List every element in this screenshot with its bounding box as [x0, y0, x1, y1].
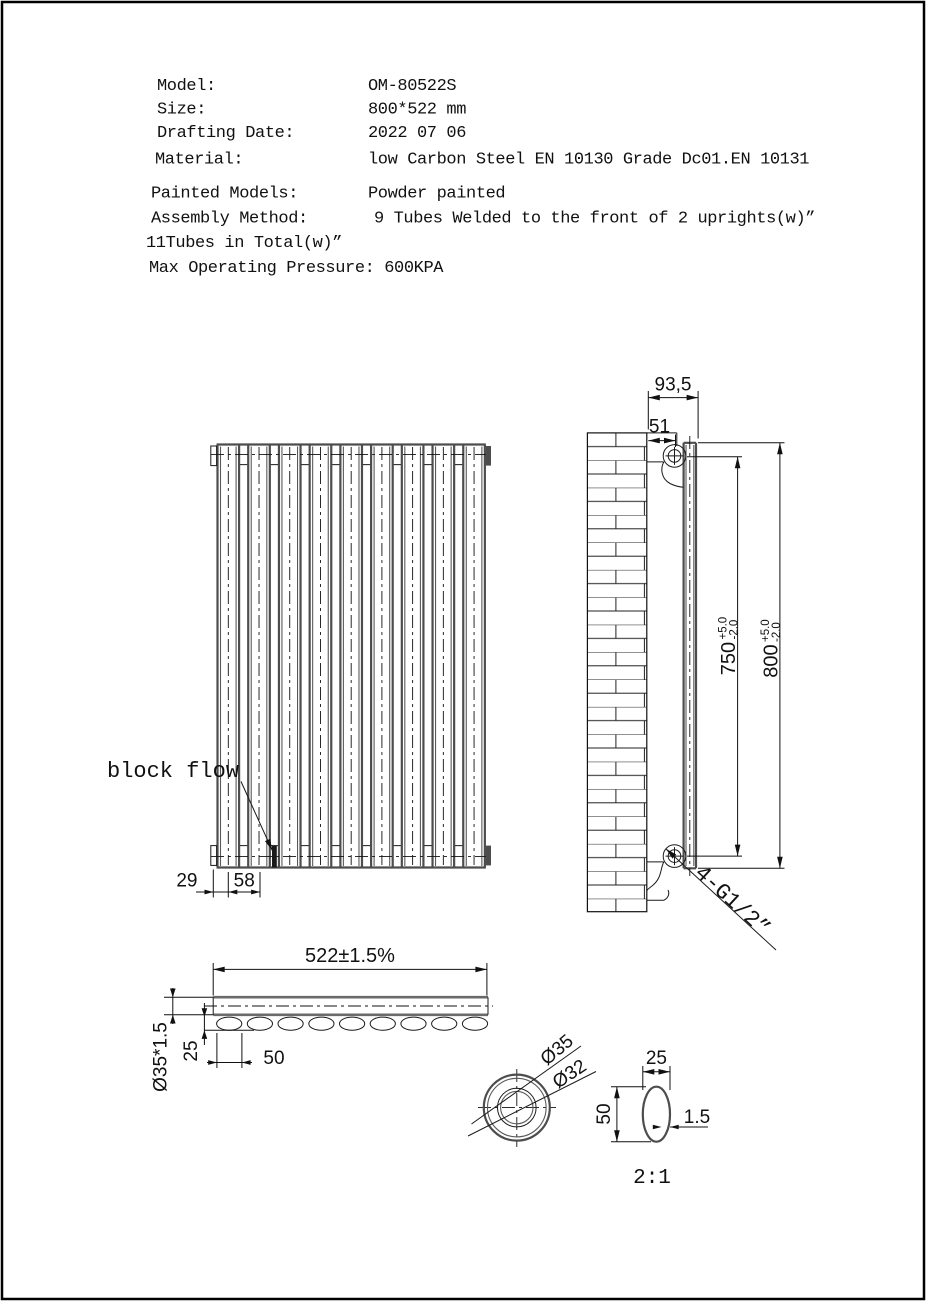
spec-value: 2022 07 06	[368, 124, 467, 143]
connection-callout	[666, 849, 776, 950]
dim-tube-width: 50	[263, 1048, 285, 1069]
dim-tube-depth-group	[181, 1003, 254, 1062]
dim-depth: 93,5	[654, 374, 692, 396]
header-cap-top-left	[211, 446, 217, 466]
dim-height-group	[698, 443, 785, 869]
side-view	[587, 375, 784, 951]
spec-table	[146, 77, 815, 278]
dim-width: 522±1.5%	[305, 945, 395, 967]
dim-header-tube-group	[151, 988, 176, 1092]
connection-label: 4-G1/2”	[689, 860, 775, 942]
dim-oval-width: 25	[645, 1048, 667, 1069]
front-view	[107, 445, 491, 898]
dim-bracket-group	[648, 417, 675, 448]
radiator-tubes	[218, 445, 485, 868]
dim-inner-diameter: Ø32	[549, 1055, 591, 1094]
spec-value: 9 Tubes Welded to the front of 2 uprights(w)”	[374, 209, 816, 229]
tolerance-plus: +5.0	[717, 616, 730, 640]
spec-value: OM-80522S	[368, 77, 457, 96]
spec-value: low Carbon Steel EN 10130 Grade Dc01.EN 10131	[368, 150, 810, 170]
spec-note: 11Tubes in Total(w)”	[146, 234, 343, 253]
dim-tube-width-group	[207, 1033, 285, 1069]
dim-bracket-offset: 51	[648, 416, 671, 438]
dim-left-offset: 29	[176, 870, 198, 892]
detail-oval-section	[594, 1048, 710, 1190]
block-flow-leader	[241, 782, 272, 851]
dim-height: 800	[760, 644, 783, 678]
wall	[587, 433, 646, 912]
dim-header-tube: Ø35*1.5	[150, 1022, 172, 1092]
block-flow-plug	[272, 846, 277, 868]
dim-tube-pitch: 58	[233, 870, 255, 892]
spec-label: Model:	[157, 77, 216, 96]
spec-label: Size:	[157, 100, 207, 120]
detail-scale-label: 2:1	[633, 1167, 671, 1190]
block-flow-label: block flow	[107, 759, 240, 784]
spec-label: Painted Models:	[151, 184, 299, 204]
header-cap-bottom-left	[211, 846, 217, 866]
spec-label: Drafting Date:	[157, 124, 295, 143]
tolerance-plus: +5.0	[760, 619, 772, 642]
dim-outer-diameter: Ø35	[536, 1030, 578, 1070]
spec-label: Material:	[155, 150, 244, 170]
dim-tube-depth: 25	[181, 1040, 202, 1062]
tolerance-minus: -2.0	[728, 619, 741, 640]
bracket-bottom	[647, 845, 686, 900]
dim-oval-height: 50	[594, 1103, 615, 1125]
side-tube	[684, 436, 696, 876]
header-cap-top-right	[486, 446, 491, 466]
dim-hole-spacing: 750	[718, 641, 740, 676]
front-dimensions	[176, 870, 260, 898]
detail-upright-section	[468, 1031, 596, 1147]
header-cap-bottom-right	[486, 846, 491, 866]
spec-value: Powder painted	[368, 184, 506, 204]
spec-label: Assembly Method:	[151, 209, 308, 229]
dim-wall-thickness: 1.5	[683, 1107, 711, 1128]
dim-width-group	[213, 945, 487, 996]
oval-tube-sections	[217, 1017, 488, 1030]
spec-note: Max Operating Pressure: 600KPA	[149, 259, 444, 278]
tolerance-minus: -2.0	[771, 622, 783, 642]
spec-value: 800*522 mm	[368, 100, 467, 120]
top-view	[151, 945, 494, 1092]
oval-tube-outline	[643, 1087, 670, 1142]
